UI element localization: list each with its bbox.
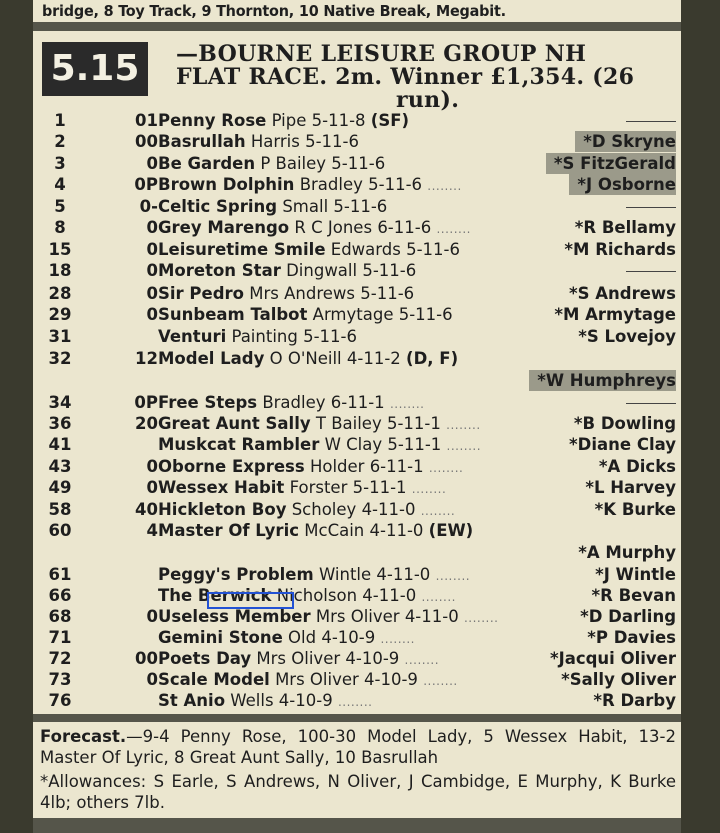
runner-row (40, 456, 680, 477)
runner-form: 00 (135, 649, 158, 668)
horse-name: Peggy's Problem (158, 565, 314, 584)
runner-form: 0 (146, 218, 158, 237)
runner-form: 00 (135, 132, 158, 151)
horse-name: Master Of Lyric (158, 521, 300, 540)
age-weight: 5-11-6 (406, 240, 460, 259)
runner-annotation: (D, F) (406, 349, 459, 368)
trainer-name: Wintle (318, 565, 372, 584)
age-weight: 5-11-1 (386, 414, 441, 433)
dot-leader: ........ (428, 461, 464, 475)
age-weight: 5-11-8 (311, 111, 366, 130)
runner-details (158, 456, 463, 479)
runner-row (40, 413, 680, 434)
trainer-name: Forster (289, 478, 348, 497)
horse-name: Hickleton Boy (158, 500, 287, 519)
runner-details (158, 239, 460, 260)
rider-name: *A Murphy (578, 543, 676, 562)
rider-name: *Sally Oliver (561, 670, 676, 689)
trainer-name: Pipe (271, 111, 307, 130)
runner-form: 0 (146, 478, 158, 497)
trainer-name: McCain (304, 521, 365, 540)
horse-name: Brown Dolphin (158, 175, 295, 194)
trainer-name: Holder (309, 457, 365, 476)
horse-name: Model Lady (158, 349, 265, 368)
age-weight: 5-11-6 (333, 197, 388, 216)
runner-form: 12 (135, 349, 158, 368)
race-title (176, 43, 676, 112)
separator-band (33, 818, 681, 833)
horse-name: Poets Day (158, 649, 252, 668)
rider-name: *J Wintle (595, 565, 676, 584)
rider-name: *Diane Clay (569, 435, 676, 454)
runner-details (158, 648, 439, 671)
runner-details (158, 499, 455, 522)
runner-details (158, 434, 481, 457)
rider-name: *R Darby (593, 691, 676, 710)
age-weight: 4-10-9 (278, 691, 333, 710)
runner-details (158, 606, 498, 629)
trainer-name: Small (282, 197, 329, 216)
runner-row (40, 585, 680, 606)
age-weight: 5-11-6 (368, 175, 423, 194)
horse-name: St Anio (158, 691, 226, 710)
trainer-name: Mrs Andrews (249, 284, 355, 303)
age-weight: 5-11-6 (360, 284, 415, 303)
runner-form: 01 (135, 111, 158, 130)
rider-name: *J Osborne (569, 174, 676, 195)
horse-name: Celtic Spring (158, 197, 278, 216)
rider-name: *S Lovejoy (578, 327, 676, 346)
horse-name: Gemini Stone (158, 628, 283, 647)
runner-number: 28 (48, 284, 72, 303)
runner-form: 0 (146, 261, 158, 280)
rider-name: *K Burke (594, 500, 676, 519)
runner-row (40, 174, 680, 195)
rider-name: *R Bevan (591, 586, 676, 605)
runner-number: 49 (48, 478, 72, 497)
horse-name: Penny Rose (158, 111, 267, 130)
rider-name: *L Harvey (585, 478, 676, 497)
rider-name: *B Dowling (573, 414, 676, 433)
rider-name: *Jacqui Oliver (549, 649, 676, 668)
age-weight: 6-11-1 (330, 393, 385, 412)
dot-leader: ........ (463, 611, 499, 625)
runner-row (40, 196, 680, 217)
trainer-name: Old (288, 628, 317, 647)
runner-row (40, 434, 680, 455)
trainer-name: Wells (230, 691, 274, 710)
runner-number: 60 (48, 521, 72, 540)
allowances-paragraph: *Allowances: S Earle, S Andrews, N Oliver, J Cambidge, E Murphy, K Burke 4lb; others 7lb. (40, 772, 676, 812)
rider-name: *S Andrews (569, 284, 676, 303)
rule-line (626, 260, 676, 281)
runner-form: 0 (146, 284, 158, 303)
trainer-name: Painting (231, 327, 298, 346)
horse-name: Venturi (158, 327, 227, 346)
rider-name: *S FitzGerald (546, 153, 676, 174)
runner-number: 1 (54, 111, 66, 130)
runner-number: 76 (48, 691, 72, 710)
dot-leader: ........ (411, 482, 447, 496)
runner-number: 34 (48, 393, 72, 412)
trainer-name: R C Jones (294, 218, 373, 237)
rider-name: *D Skryne (575, 131, 676, 152)
runner-row (40, 131, 680, 152)
runner-row (40, 348, 680, 369)
age-weight: 4-10-9 (364, 670, 418, 689)
trainer-name: Nicholson (276, 586, 358, 605)
horse-name: Wessex Habit (158, 478, 285, 497)
trainer-name: Mrs Oliver (315, 607, 400, 626)
rider-name: *M Richards (564, 240, 676, 259)
runner-annotation: (SF) (370, 111, 410, 130)
runner-details (158, 627, 415, 650)
runner-row (40, 217, 680, 238)
age-weight: 6-11-6 (377, 218, 432, 237)
trainer-name: Armytage (312, 305, 394, 324)
runner-form: 0 (146, 670, 158, 689)
runner-row (40, 627, 680, 648)
horse-name: Grey Marengo (158, 218, 290, 237)
runner-details (158, 196, 387, 217)
runner-number: 4 (54, 175, 66, 194)
forecast-label: Forecast. (40, 727, 127, 746)
rider-name: *M Armytage (554, 305, 676, 324)
runner-number: 72 (48, 649, 72, 668)
dot-leader: ........ (436, 222, 471, 236)
runner-details (158, 669, 458, 692)
horse-name: Muskcat Rambler (158, 435, 320, 454)
dot-leader: ........ (435, 569, 471, 583)
runner-details (158, 217, 471, 240)
runner-number: 71 (48, 628, 72, 647)
trainer-name: Mrs Oliver (275, 670, 359, 689)
dot-leader: ........ (337, 695, 373, 709)
age-weight: 5-11-1 (352, 478, 407, 497)
runner-number: 2 (54, 132, 66, 151)
trainer-name: Bradley (299, 175, 363, 194)
runner-number: 31 (48, 327, 72, 346)
runner-details (158, 520, 473, 541)
dot-leader: ........ (423, 674, 458, 688)
rider-name: *P Davies (587, 628, 676, 647)
runner-form: 0 (146, 607, 158, 626)
age-weight: 5-11-6 (362, 261, 417, 280)
trainer-name: Bradley (262, 393, 326, 412)
runner-form: 0 (146, 154, 158, 173)
runner-number: 58 (48, 500, 72, 519)
runner-details (158, 392, 424, 415)
age-weight: 4-10-9 (321, 628, 376, 647)
horse-name: Sir Pedro (158, 284, 244, 303)
runner-row (40, 326, 680, 347)
rule-line (626, 392, 676, 413)
runner-row (40, 153, 680, 174)
runner-details (158, 413, 481, 436)
trainer-name: T Bailey (315, 414, 382, 433)
dot-leader: ........ (446, 418, 481, 432)
age-weight: 5-11-6 (305, 132, 359, 151)
horse-name: Basrullah (158, 132, 246, 151)
runner-annotation: (EW) (428, 521, 474, 540)
runner-details (158, 131, 359, 152)
runner-row (40, 283, 680, 304)
race-title-line1: —BOURNE LEISURE GROUP NH (176, 41, 587, 67)
trainer-name: Edwards (330, 240, 401, 259)
age-weight: 5-11-6 (331, 154, 386, 173)
runner-row (40, 110, 680, 131)
age-weight: 4-11-0 (404, 607, 459, 626)
previous-race-forecast-line: bridge, 8 Toy Track, 9 Thornton, 10 Native Break, Megabit. (42, 1, 506, 20)
forecast-paragraph (40, 726, 676, 768)
runner-number: 68 (48, 607, 72, 626)
age-weight: 6-11-1 (369, 457, 424, 476)
rule-line (626, 110, 676, 131)
runner-number: 36 (48, 414, 72, 433)
trainer-name: W Clay (324, 435, 383, 454)
horse-name: Useless Member (158, 607, 311, 626)
highlight-box (207, 592, 294, 609)
runner-details (158, 348, 458, 369)
trainer-name: Scholey (291, 500, 357, 519)
runner-row (40, 648, 680, 669)
runner-row (40, 304, 680, 325)
race-title-line2: FLAT RACE. 2m. Winner £1,354. (26 (176, 64, 635, 90)
runner-number: 61 (48, 565, 72, 584)
runner-row (40, 392, 680, 413)
forecast-text: —9-4 Penny Rose, 100-30 Model Lady, 5 Wessex Habit, 13-2 Master Of Lyric, 8 Great Aunt Sally, 10 Basrullah (40, 727, 676, 767)
runner-row (40, 260, 680, 281)
age-weight: 4-11-0 (362, 586, 417, 605)
runner-details (158, 174, 462, 197)
runner-details (158, 585, 456, 608)
runner-form: 4 (146, 521, 158, 540)
trainer-name: P Bailey (260, 154, 327, 173)
runner-details (158, 110, 409, 131)
horse-name: Scale Model (158, 670, 270, 689)
runner-form: 0P (134, 175, 158, 194)
horse-name: Be Garden (158, 154, 256, 173)
rider-name: *A Dicks (598, 457, 676, 476)
runner-number: 73 (48, 670, 72, 689)
dot-leader: ........ (380, 632, 415, 646)
runner-row (40, 477, 680, 498)
dot-leader: ........ (446, 439, 482, 453)
age-weight: 4-10-9 (345, 649, 400, 668)
runner-form: 0 (146, 240, 158, 259)
runner-number: 15 (48, 240, 72, 259)
horse-name: Leisuretime Smile (158, 240, 326, 259)
dot-leader: ........ (404, 653, 440, 667)
runner-row (40, 690, 680, 711)
dot-leader: ........ (421, 590, 456, 604)
runner-details (158, 477, 446, 500)
runner-details (158, 690, 372, 713)
age-weight: 4-11-0 (369, 521, 424, 540)
runner-number: 5 (54, 197, 66, 216)
runner-details (158, 564, 470, 587)
rule-line (626, 196, 676, 217)
runner-form: 0- (139, 197, 158, 216)
runner-details (158, 153, 385, 174)
runner-row (40, 669, 680, 690)
runner-number: 32 (48, 349, 72, 368)
rider-name: *W Humphreys (529, 370, 676, 391)
runner-number: 8 (54, 218, 66, 237)
horse-name: Free Steps (158, 393, 258, 412)
runner-row (40, 520, 680, 541)
horse-name: The Berwick (158, 586, 272, 605)
runner-details (158, 326, 357, 347)
age-weight: 5-11-6 (398, 305, 453, 324)
runner-row (40, 370, 680, 391)
age-weight: 4-11-2 (346, 349, 401, 368)
runner-number: 18 (48, 261, 72, 280)
runner-row (40, 564, 680, 585)
age-weight: 4-11-0 (376, 565, 431, 584)
horse-name: Moreton Star (158, 261, 281, 280)
separator-band (33, 714, 681, 722)
runner-row (40, 606, 680, 627)
runner-form: 40 (135, 500, 158, 519)
runner-form: 20 (135, 414, 158, 433)
trainer-name: Dingwall (286, 261, 358, 280)
runner-number: 66 (48, 586, 72, 605)
race-time-box: 5.15 (42, 42, 148, 96)
runner-number: 3 (54, 154, 66, 173)
age-weight: 5-11-6 (303, 327, 357, 346)
runner-row (40, 499, 680, 520)
runner-row (40, 542, 680, 563)
horse-name: Great Aunt Sally (158, 414, 311, 433)
runner-details (158, 283, 414, 304)
dot-leader: ........ (420, 504, 456, 518)
runner-number: 43 (48, 457, 72, 476)
runner-details (158, 260, 416, 281)
runner-form: 0 (146, 305, 158, 324)
runner-form: 0P (134, 393, 158, 412)
runner-number: 41 (48, 435, 72, 454)
trainer-name: Harris (250, 132, 300, 151)
runner-row (40, 239, 680, 260)
horse-name: Sunbeam Talbot (158, 305, 308, 324)
horse-name: Oborne Express (158, 457, 305, 476)
age-weight: 4-11-0 (361, 500, 416, 519)
trainer-name: O O'Neill (269, 349, 342, 368)
dot-leader: ........ (427, 179, 462, 193)
runner-number: 29 (48, 305, 72, 324)
dot-leader: ........ (389, 397, 425, 411)
runner-details (158, 304, 453, 325)
age-weight: 5-11-1 (387, 435, 442, 454)
trainer-name: Mrs Oliver (256, 649, 341, 668)
race-title-line3: run). (396, 87, 460, 113)
runner-form: 0 (146, 457, 158, 476)
separator-band (33, 22, 681, 31)
rider-name: *R Bellamy (574, 218, 676, 237)
rider-name: *D Darling (580, 607, 676, 626)
